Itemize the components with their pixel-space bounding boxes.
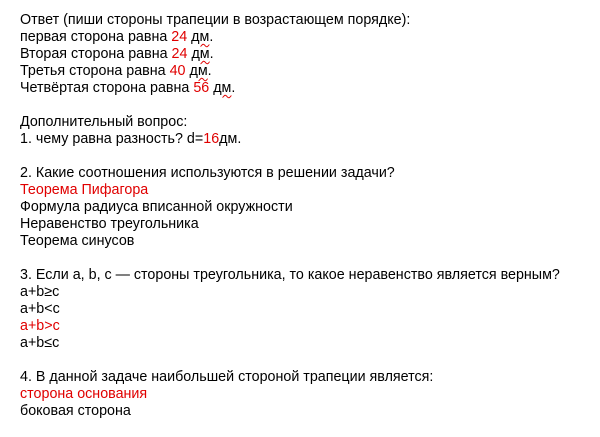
blank-line	[20, 97, 590, 114]
side-3-prefix: Третья сторона равна	[20, 63, 170, 79]
extra-q1-suffix: дм.	[219, 131, 242, 147]
question-2: 2. Какие соотношения используются в решении задачи?	[20, 165, 395, 181]
side-1-value[interactable]: 24	[171, 29, 188, 45]
blank-line	[20, 250, 590, 267]
side-line-2	[20, 46, 590, 63]
q2-option-1[interactable]: Теорема Пифагора	[20, 182, 149, 198]
side-1-suffix: .	[209, 29, 214, 45]
side-line-4	[20, 80, 590, 97]
side-3-value[interactable]: 40	[169, 63, 186, 79]
side-4-unit: дм	[213, 80, 232, 96]
q4-option-2[interactable]: боковая сторона	[20, 403, 131, 419]
question-4: 4. В данной задаче наибольшей стороной трапеции является:	[20, 369, 434, 385]
side-line-1	[20, 29, 590, 46]
q3-option-1[interactable]: a+b≥c	[20, 284, 60, 300]
extra-q1-prefix: 1. чему равна разность? d=	[20, 131, 204, 147]
side-1-unit: дм	[191, 29, 210, 45]
side-line-3	[20, 63, 590, 80]
q3-option-3[interactable]: a+b>c	[20, 318, 60, 334]
q2-option-4[interactable]: Теорема синусов	[20, 233, 135, 249]
q3-option-2[interactable]: a+b<c	[20, 301, 60, 317]
side-2-suffix: .	[209, 46, 214, 62]
side-4-suffix: .	[231, 80, 236, 96]
q3-option-4[interactable]: a+b≤c	[20, 335, 60, 351]
side-3-suffix: .	[207, 63, 212, 79]
blank-line	[20, 352, 590, 369]
blank-line	[20, 148, 590, 165]
q2-option-2[interactable]: Формула радиуса вписанной окружности	[20, 199, 293, 215]
side-2-value[interactable]: 24	[171, 46, 188, 62]
side-4-prefix: Четвёртая сторона равна	[20, 80, 194, 96]
side-2-unit: дм	[191, 46, 210, 62]
side-1-prefix: первая сторона равна	[20, 29, 172, 45]
side-2-prefix: Вторая сторона равна	[20, 46, 172, 62]
extra-question-1	[20, 131, 590, 148]
q4-option-1[interactable]: сторона основания	[20, 386, 148, 402]
q2-option-3[interactable]: Неравенство треугольника	[20, 216, 199, 232]
answer-intro: Ответ (пиши стороны трапеции в возрастающем порядке):	[20, 12, 411, 28]
extra-q1-value[interactable]: 16	[203, 131, 220, 147]
side-3-unit: дм	[189, 63, 208, 79]
extra-question-title: Дополнительный вопрос:	[20, 114, 188, 130]
document-body	[20, 12, 590, 420]
question-3: 3. Если a, b, c — стороны треугольника, то какое неравенство является верным?	[20, 267, 560, 283]
side-4-value[interactable]: 56	[193, 80, 210, 96]
